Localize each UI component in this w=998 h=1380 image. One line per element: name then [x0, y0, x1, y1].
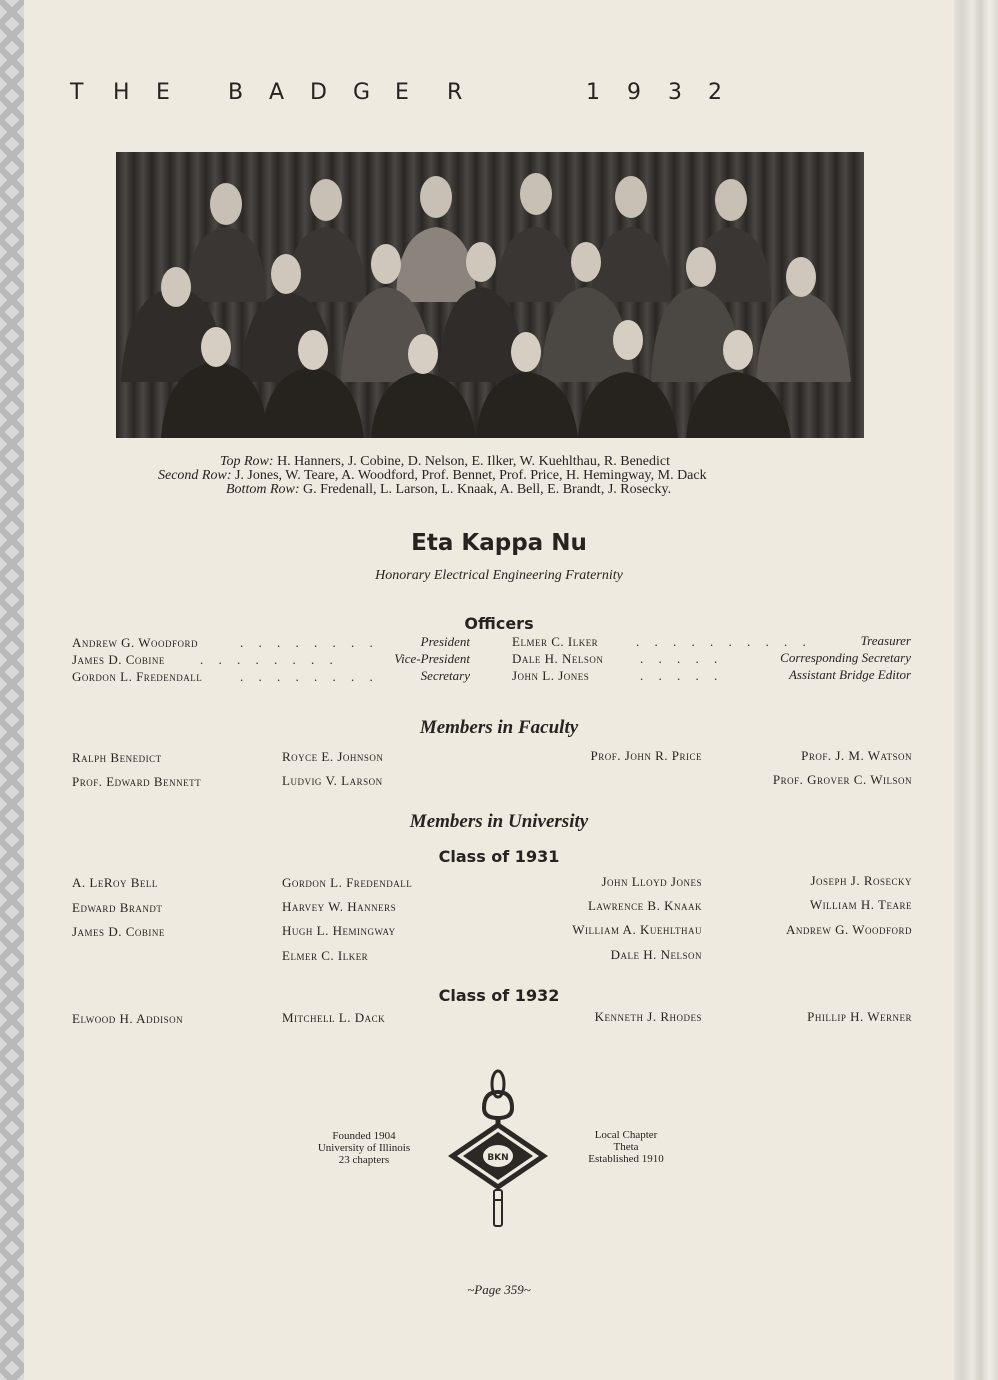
leader-dots: . . . . .: [640, 651, 724, 666]
member-name: William H. Teare: [809, 897, 912, 912]
university-heading: Members in University: [409, 811, 589, 832]
member-name: James D. Cobine: [72, 924, 165, 939]
member-name: A. LeRoy Bell: [72, 875, 158, 890]
page-subtitle: Honorary Electrical Engineering Fraternity: [375, 568, 623, 583]
header-letter: G: [353, 80, 371, 105]
officer-name: James D. Cobine: [72, 652, 165, 667]
group-photo: [116, 152, 864, 438]
founded-line: 23 chapters: [338, 1154, 390, 1166]
leader-dots: . . . . . . . .: [240, 669, 379, 684]
chapter-line: Local Chapter: [594, 1129, 658, 1141]
member-name: Elmer C. Ilker: [282, 948, 369, 963]
chapter-line: Established 1910: [588, 1153, 664, 1165]
caption-label: Top Row:: [220, 454, 274, 469]
member-name: Kenneth J. Rhodes: [594, 1009, 702, 1024]
page-title: Eta Kappa Nu: [411, 530, 587, 556]
officer-title: Vice-President: [394, 651, 470, 666]
member-name: Mitchell L. Dack: [282, 1010, 386, 1025]
member-name: Royce E. Johnson: [282, 749, 384, 764]
officer-title: Treasurer: [860, 633, 911, 648]
founded-info: [294, 1130, 434, 1166]
member-name: Joseph J. Rosecky: [810, 873, 912, 888]
page-number: ~Page 359~: [467, 1282, 531, 1297]
founded-line: Founded 1904: [332, 1130, 396, 1142]
header-letter: E: [156, 80, 170, 105]
officer-name: Andrew G. Woodford: [72, 635, 199, 650]
member-name: Dale H. Nelson: [610, 947, 702, 962]
leader-dots: . . . . .: [640, 668, 724, 683]
member-name: Hugh L. Hemingway: [282, 923, 396, 938]
member-name: Gordon L. Fredendall: [282, 875, 413, 890]
member-name: Prof. Edward Bennett: [72, 774, 202, 789]
member-name: Andrew G. Woodford: [785, 922, 912, 937]
caption-names: G. Fredenall, L. Larson, L. Knaak, A. Bell, E. Brandt, J. Rosecky.: [303, 482, 672, 497]
officers-heading: Officers: [464, 614, 534, 633]
leader-dots: . . . . . . . . . .: [636, 634, 812, 649]
officer-title: Assistant Bridge Editor: [788, 667, 911, 682]
officer-title: Secretary: [420, 668, 470, 683]
member-name: Prof. Grover C. Wilson: [772, 772, 912, 787]
founded-line: University of Illinois: [317, 1142, 411, 1154]
header-digit: 1: [586, 80, 600, 105]
caption-names: H. Hanners, J. Cobine, D. Nelson, E. Ilker, W. Kuehlthau, R. Benedict: [277, 454, 670, 469]
caption-names: J. Jones, W. Teare, A. Woodford, Prof. Bennet, Prof. Price, H. Hemingway, M. Dack: [234, 468, 707, 483]
decorative-right-border: [954, 0, 998, 1380]
caption-label: Second Row:: [158, 468, 232, 483]
fraternity-key-emblem: [444, 1068, 552, 1230]
caption-label: Bottom Row:: [226, 482, 300, 497]
officer-name: Gordon L. Fredendall: [72, 669, 203, 684]
chapter-line: Theta: [613, 1141, 639, 1153]
member-name: Harvey W. Hanners: [282, 899, 397, 914]
member-name: William A. Kuehlthau: [572, 922, 702, 937]
class-1932-heading: Class of 1932: [438, 986, 560, 1005]
leader-dots: . . . . . . . .: [240, 635, 379, 650]
faculty-heading: Members in Faculty: [419, 717, 579, 738]
officer-name: Dale H. Nelson: [512, 651, 604, 666]
header-digit: 3: [668, 80, 682, 105]
decorative-left-border: [0, 0, 24, 1380]
chapter-info: [556, 1129, 696, 1165]
header-letter: D: [310, 80, 327, 105]
member-name: Prof. J. M. Watson: [801, 748, 912, 763]
leader-dots: . . . . . . . .: [200, 652, 339, 667]
running-header: [70, 80, 770, 110]
header-digit: 9: [627, 80, 641, 105]
officer-title: Corresponding Secretary: [780, 650, 911, 665]
header-letter: R: [447, 80, 463, 105]
group-photo-illustration: [116, 152, 864, 438]
header-letter: A: [269, 80, 285, 105]
caption-bottom-row: [226, 482, 986, 498]
member-name: Phillip H. Werner: [807, 1009, 912, 1024]
header-letter: E: [395, 80, 409, 105]
member-name: Edward Brandt: [72, 900, 163, 915]
member-name: Ludvig V. Larson: [282, 773, 383, 788]
header-letter: H: [113, 80, 130, 105]
header-digit: 2: [708, 80, 722, 105]
officer-title: President: [420, 634, 470, 649]
member-name: John Lloyd Jones: [601, 874, 702, 889]
header-letter: T: [70, 80, 84, 105]
member-name: Ralph Benedict: [72, 750, 162, 765]
class-1931-heading: Class of 1931: [438, 847, 560, 866]
officer-name: Elmer C. Ilker: [512, 634, 599, 649]
officer-name: John L. Jones: [512, 668, 590, 683]
member-name: Lawrence B. Knaak: [587, 898, 702, 913]
emblem-letters: BKN: [487, 1153, 509, 1163]
header-letter: B: [228, 80, 244, 105]
member-name: Prof. John R. Price: [590, 748, 702, 763]
member-name: Elwood H. Addison: [72, 1011, 184, 1026]
